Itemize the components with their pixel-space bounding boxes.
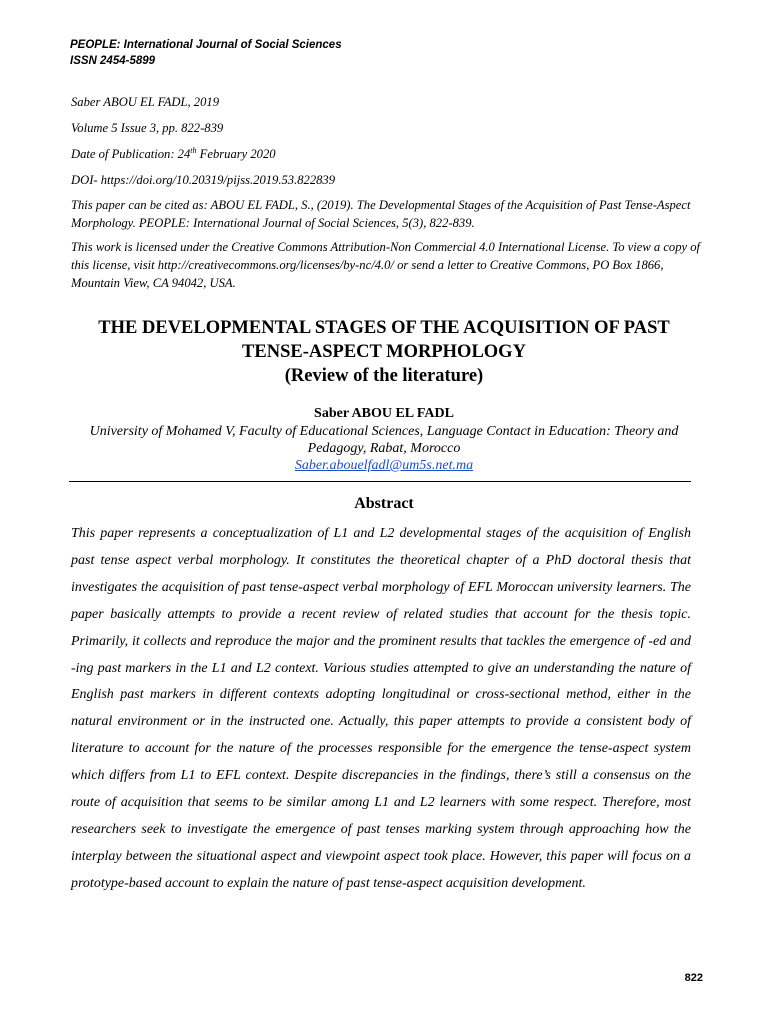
author-email xyxy=(60,457,708,474)
journal-name: PEOPLE: International Journal of Social Sciences xyxy=(70,39,342,51)
title-line-2: TENSE-ASPECT MORPHOLOGY xyxy=(242,342,526,362)
author-affiliation: University of Mohamed V, Faculty of Educational Sciences, Language Contact in Education: Theory and Pedagogy, Rabat, Morocco xyxy=(89,424,679,456)
author-email-link[interactable]: Saber.abouelfadl@um5s.net.ma xyxy=(294,458,474,473)
paper-title xyxy=(60,316,708,388)
volume-info: Volume 5 Issue 3, pp. 822-839 xyxy=(71,121,224,135)
author-block xyxy=(60,405,708,474)
author-year: Saber ABOU EL FADL, 2019 xyxy=(71,95,219,109)
journal-header xyxy=(70,37,342,69)
abstract-heading: Abstract xyxy=(354,495,414,512)
article-metadata xyxy=(71,92,701,292)
author-name: Saber ABOU EL FADL xyxy=(314,406,454,421)
divider xyxy=(69,481,691,482)
publication-date: Date of Publication: 24th February 2020 xyxy=(71,146,276,161)
license-note: This work is licensed under the Creative Commons Attribution-Non Commercial 4.0 International License. To view a copy of this license, visit http://creativecommons.org/licenses/by-nc/4.0/ or send a letter to Creative Commons, PO Box 1866, Mountain View, CA 94042, USA. xyxy=(71,240,701,290)
doi-link[interactable]: DOI- https://doi.org/10.20319/pijss.2019.53.822839 xyxy=(71,173,336,187)
journal-issn: ISSN 2454-5899 xyxy=(70,55,156,67)
abstract-text: This paper represents a conceptualization of L1 and L2 developmental stages of the acquisition of English past tense aspect verbal morphology. It constitutes the theoretical chapter of a PhD doctoral thesis that investigates the acquisition of past tense-aspect verbal morphology of EFL Moroccan university learners. The paper basically attempts to provide a recent review of related studies that account for the thesis topic. Primarily, it collects and reproduce the major and the prominent results that tackles the emergence of -ed and -ing past markers in the L1 and L2 context. Various studies attempted to give an understanding the nature of English past markers in different contexts adopting longitudinal or cross-sectional method, either in the natural environment or in the instructed one. Actually, this paper attempts to provide a consistent body of literature to account for the nature of the processes responsible for the emergence the tense-aspect system which differs from L1 to EFL context. Despite discrepancies in the findings, there’s still a consensus on the route of acquisition that seems to be similar among L1 and L2 learners with some respect. Therefore, most researchers seek to investigate the emergence of past tenses marking system through approaching how the interplay between the situational aspect and viewpoint aspect took place. However, this paper will focus on a prototype-based account to explain the nature of past tense-aspect acquisition development. xyxy=(71,526,691,891)
citation-note: This paper can be cited as: ABOU EL FADL, S., (2019). The Developmental Stages of the Acquisition of Past Tense-Aspect Morphology. PEOPLE: International Journal of Social Sciences, 5(3), 822-839. xyxy=(71,198,691,230)
title-line-1: THE DEVELOPMENTAL STAGES OF THE ACQUISITION OF PAST xyxy=(98,318,670,338)
page-number: 822 xyxy=(684,972,703,984)
title-subtitle: (Review of the literature) xyxy=(284,366,484,386)
